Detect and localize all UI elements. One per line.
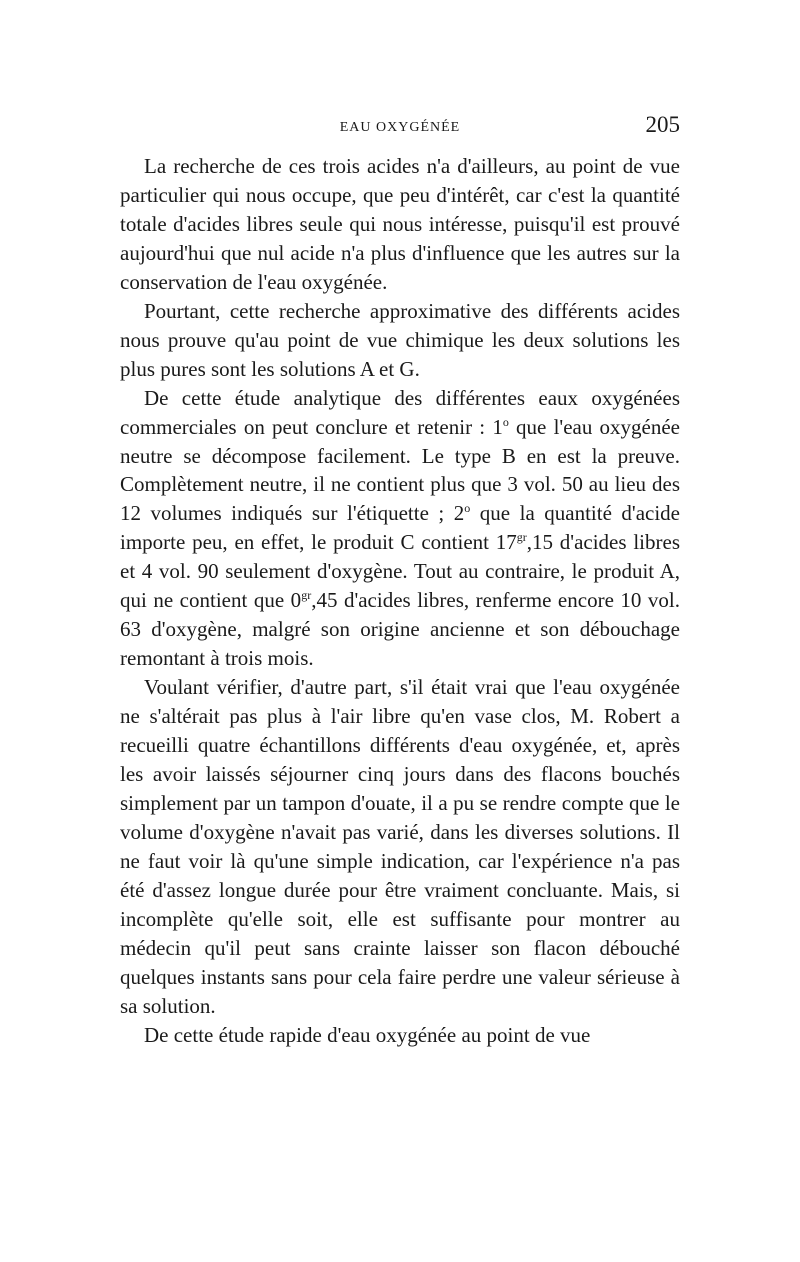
running-title: EAU OXYGÉNÉE (339, 120, 461, 135)
body-text (120, 152, 680, 1050)
paragraph-1: La recherche de ces trois acides n'a d'ailleurs, au point de vue particulier qui nous occupe, que peu d'intérêt, car c'est la quantité totale d'acides libres seule qui nous intéresse, puisqu'il est prouvé aujourd'hui que nul acide n'a plus d'influence que les autres sur la conservation de l'eau oxygénée. (120, 154, 680, 294)
ordinal-superscript: o (502, 414, 509, 429)
paragraph-3-text-2: que l'eau oxygénée neutre se décompose facilement. Le type B en est la preuve. Complètement neutre, il ne contient plus que 3 vol. 50 au lieu des 12 volumes indiqués sur l'étiquette ; 2 (120, 414, 681, 526)
page-number: 205 (645, 112, 680, 137)
ordinal-superscript: o (464, 501, 471, 516)
paragraph-3-text-3: que la quantité d'acide importe peu, en effet, le produit C contient 17 (120, 501, 681, 555)
paragraph-5: De cette étude rapide d'eau oxygénée au point de vue (144, 1022, 591, 1047)
unit-superscript: gr (301, 588, 312, 603)
running-head (120, 112, 680, 142)
unit-superscript: gr (516, 530, 527, 545)
paragraph-3-text-5: ,45 d'acides libres, renferme encore 10 vol. 63 d'oxygène, malgré son origine ancienne et son débouchage remontant à trois mois. (120, 588, 680, 671)
paragraph-3-text-4: ,15 d'acides libres et 4 vol. 90 seulement d'oxygène. Tout au contraire, le produit A, qui ne contient que 0 (120, 530, 680, 613)
paragraph-3-text-1: De cette étude analytique des différentes eaux oxygénées commerciales on peut conclure et retenir : 1 (120, 385, 680, 439)
paragraph-4: Voulant vérifier, d'autre part, s'il était vrai que l'eau oxygénée ne s'altérait pas plus à l'air libre qu'en vase clos, M. Robert a recueilli quatre échantillons différents d'eau oxygénée, et, après les avoir laissés séjourner cinq jours dans des flacons bouchés simplement par un tampon d'ouate, il a pu se rendre compte que le volume d'oxygène n'avait pas varié, dans les diverses solutions. Il ne faut voir là qu'une simple indication, car l'expérience n'a pas été d'assez longue durée pour être vraiment concluante. Mais, si incomplète qu'elle soit, elle est suffisante pour montrer au médecin qu'il peut sans crainte laisser son flacon débouché quelques instants sans pour cela faire perdre une valeur sérieuse à sa solution. (120, 675, 680, 1018)
paragraph-3 (120, 384, 680, 674)
paragraph-2: Pourtant, cette recherche approximative des différents acides nous prouve qu'au point de vue chimique les deux solutions les plus pures sont les solutions A et G. (120, 298, 680, 381)
